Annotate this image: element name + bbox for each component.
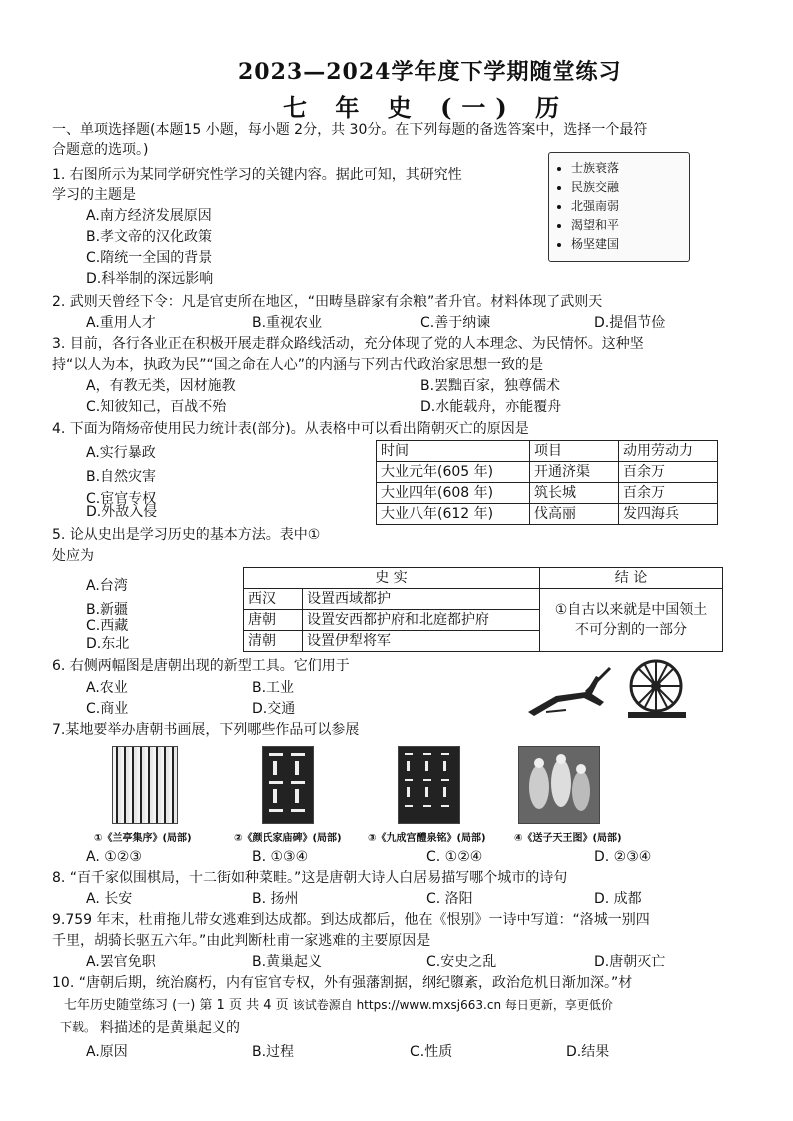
q5-option-d: D.东北 — [86, 636, 130, 652]
table-cell: 百余万 — [619, 462, 718, 483]
footer-page-info: 七年历史随堂练习 (一) 第 1 页 共 4 页 — [64, 998, 289, 1013]
q10-option-a: A.原因 — [86, 1044, 128, 1060]
question-3: 3. 目前，各行各业正在积极开展走群众路线活动，充分体现了党的人本理念、为民情怀。这种坚 — [52, 336, 644, 352]
q3-option-d: D.水能载舟，亦能覆舟 — [420, 399, 562, 415]
table-cell: 设置西域都护 — [303, 589, 540, 610]
q5-option-c: C.西藏 — [86, 618, 129, 634]
table-cell: 发四海兵 — [619, 504, 718, 525]
page-footer — [64, 996, 613, 1015]
q10-option-d: D.结果 — [566, 1044, 610, 1060]
section-instructions-cont: 合题意的选项。) — [52, 142, 149, 158]
exam-title: 2023—2024学年度下学期随堂练习 — [238, 59, 622, 85]
question-10-cont: 料描述的是黄巢起义的 — [100, 1020, 240, 1036]
table-row — [244, 589, 723, 610]
scroll-item: • 民族交融 — [571, 178, 689, 197]
question-3-cont: 持“以人为本，执政为民”“国之命在人心”的内涵与下列古代政治家思想一致的是 — [52, 357, 544, 373]
question-2: 2. 武则天曾经下令：凡是官吏所在地区，“田畴垦辟家有余粮”者升官。材料体现了武则天 — [52, 294, 603, 310]
q10-option-c: C.性质 — [410, 1044, 453, 1060]
calligraphy-image-2 — [262, 746, 314, 824]
question-1: 1. 右图所示为某同学研究性学习的关键内容。据此可知，其研究性 — [52, 167, 462, 183]
q9-option-d: D.唐朝灭亡 — [594, 954, 666, 970]
q1-scroll-image — [548, 152, 690, 262]
table-cell: 大业元年(605 年) — [377, 462, 530, 483]
q8-option-c: C. 洛阳 — [426, 891, 473, 907]
caption-1: ①《兰亭集序》(局部) — [94, 833, 192, 844]
table-header: 动用劳动力 — [619, 441, 718, 462]
exam-subject: 七 年 史 (一) 历 — [283, 93, 570, 122]
table-header: 时间 — [377, 441, 530, 462]
question-1-cont: 学习的主题是 — [52, 187, 136, 203]
table-header: 项目 — [530, 441, 619, 462]
table-cell: 大业四年(608 年) — [377, 483, 530, 504]
table-cell: 设置安西都护府和北庭都护府 — [303, 610, 540, 631]
question-4: 4. 下面为隋炀帝使用民力统计表(部分)。从表格中可以看出隋朝灭亡的原因是 — [52, 421, 529, 437]
q9-option-a: A.罢官免职 — [86, 954, 156, 970]
table-cell: 开通济渠 — [530, 462, 619, 483]
table-cell: 唐朝 — [244, 610, 303, 631]
table-cell: 西汉 — [244, 589, 303, 610]
section-instructions: 一、单项选择题(本题15 小题，每小题 2分，共 30分。在下列每题的备选答案中，选择一个最符 — [52, 122, 648, 138]
table-cell: 伐高丽 — [530, 504, 619, 525]
conclusion-line-2: 不可分割的一部分 — [575, 622, 687, 638]
q1-option-c: C.隋统一全国的背景 — [86, 250, 213, 266]
question-5-cont: 处应为 — [52, 548, 94, 564]
q4-table — [376, 440, 718, 525]
q5-table — [243, 567, 723, 652]
table-row — [377, 483, 718, 504]
conclusion-cell — [540, 589, 723, 652]
q1-option-a: A.南方经济发展原因 — [86, 208, 212, 224]
q2-option-d: D.提倡节俭 — [594, 315, 666, 331]
calligraphy-image-1 — [112, 746, 178, 824]
q3-option-a: A，有教无类，因材施教 — [86, 378, 236, 394]
q6-option-b: B.工业 — [252, 680, 295, 696]
question-8: 8. “百千家似围棋局，十二街如种菜畦。”这是唐朝大诗人白居易描写哪个城市的诗句 — [52, 870, 568, 886]
question-9: 9.759 年末，杜甫拖儿带女逃难到达成都。到达成都后，他在《恨别》一诗中写道：“洛城一别四 — [52, 912, 650, 928]
q1-option-b: B.孝文帝的汉化政策 — [86, 229, 213, 245]
table-cell: 清朝 — [244, 631, 303, 652]
q5-option-b: B.新疆 — [86, 602, 129, 618]
table-cell: 设置伊犁将军 — [303, 631, 540, 652]
question-5: 5. 论从史出是学习历史的基本方法。表中① — [52, 527, 321, 543]
plow-image — [526, 662, 618, 718]
q8-option-b: B. 扬州 — [252, 891, 299, 907]
q2-option-c: C.善于纳谏 — [420, 315, 491, 331]
scroll-item: • 杨坚建国 — [571, 235, 689, 254]
q8-option-a: A. 长安 — [86, 891, 133, 907]
q7-option-c: C. ①②④ — [426, 849, 483, 865]
caption-4: ④《送子天王图》(局部) — [514, 833, 622, 844]
table-header: 结 论 — [540, 568, 723, 589]
q4-option-d: D.外敌入侵 — [86, 504, 158, 520]
table-cell: 筑长城 — [530, 483, 619, 504]
scroll-item: • 士族衰落 — [571, 159, 689, 178]
q6-option-c: C.商业 — [86, 701, 129, 717]
scroll-item: • 北强南弱 — [571, 197, 689, 216]
q8-option-d: D. 成都 — [594, 891, 642, 907]
waterwheel-image — [628, 656, 686, 718]
q6-option-d: D.交通 — [252, 701, 296, 717]
question-6: 6. 右侧两幅图是唐朝出现的新型工具。它们用于 — [52, 658, 350, 674]
question-9-cont: 千里，胡骑长驱五六年。”由此判断杜甫一家逃难的主要原因是 — [52, 933, 431, 949]
table-row — [377, 462, 718, 483]
caption-3: ③《九成宫醴泉铭》(局部) — [368, 833, 486, 844]
conclusion-line-1: ①自古以来就是中国领土 — [554, 602, 708, 618]
q7-option-b: B. ①③④ — [252, 849, 309, 865]
q2-option-b: B.重视农业 — [252, 315, 323, 331]
q7-option-d: D. ②③④ — [594, 849, 652, 865]
scroll-item: • 渴望和平 — [571, 216, 689, 235]
table-cell: 大业八年(612 年) — [377, 504, 530, 525]
q5-option-a: A.台湾 — [86, 578, 128, 594]
table-cell: 百余万 — [619, 483, 718, 504]
q1-option-d: D.科举制的深远影响 — [86, 271, 214, 287]
painting-image-4 — [518, 746, 600, 824]
q3-option-b: B.罢黜百家，独尊儒术 — [420, 378, 561, 394]
calligraphy-image-3 — [398, 746, 460, 824]
footer-download: 下载。 — [60, 1020, 97, 1034]
q7-option-a: A. ①②③ — [86, 849, 142, 865]
table-header-row — [244, 568, 723, 589]
q4-option-c: C.宦官专权 — [86, 491, 157, 507]
q9-option-b: B.黄巢起义 — [252, 954, 323, 970]
q10-option-b: B.过程 — [252, 1044, 295, 1060]
table-header-row — [377, 441, 718, 462]
question-10: 10. “唐朝后期，统治腐朽，内有宦官专权，外有强藩割据，纲纪隳紊，政治危机日渐加深。”材 — [52, 975, 633, 991]
footer-source: 该试卷源自 https://www.mxsj663.cn 每日更新，享更低价 — [292, 998, 613, 1012]
question-7: 7.某地要举办唐朝书画展，下列哪些作品可以参展 — [52, 722, 360, 738]
q4-option-b: B.自然灾害 — [86, 469, 157, 485]
q9-option-c: C.安史之乱 — [426, 954, 497, 970]
table-row — [377, 504, 718, 525]
table-header: 史 实 — [244, 568, 540, 589]
q2-option-a: A.重用人才 — [86, 315, 156, 331]
caption-2: ②《颜氏家庙碑》(局部) — [234, 833, 342, 844]
q6-option-a: A.农业 — [86, 680, 128, 696]
q3-option-c: C.知彼知己，百战不殆 — [86, 399, 227, 415]
q4-option-a: A.实行暴政 — [86, 445, 156, 461]
